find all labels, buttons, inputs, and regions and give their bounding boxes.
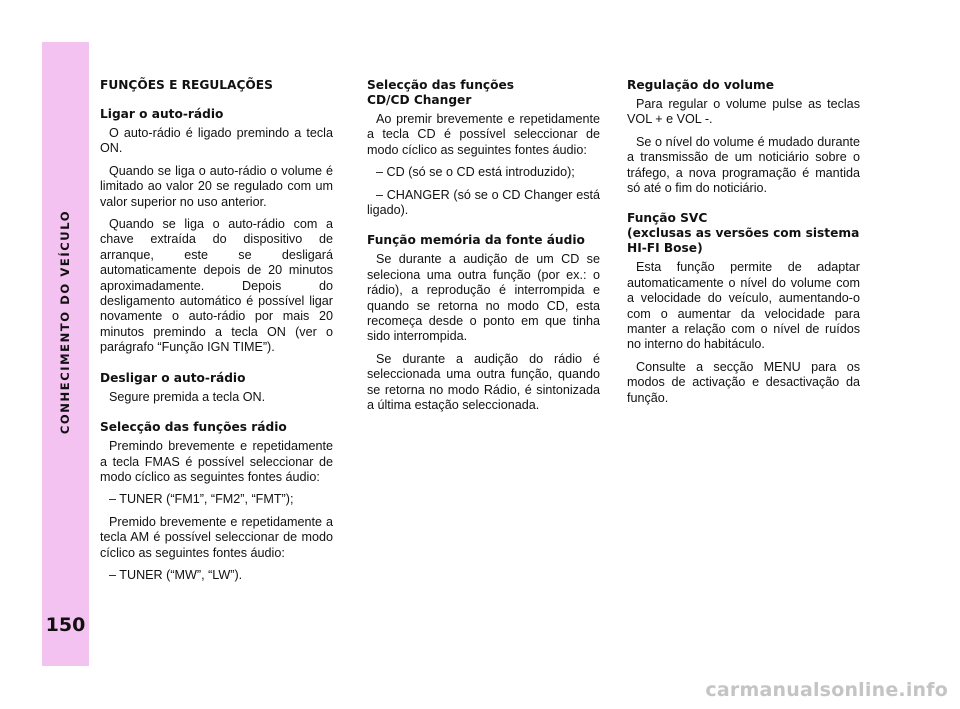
paragraph: Para regular o volume pulse as teclas VOL + e VOL -. bbox=[627, 97, 860, 127]
heading-line: Selecção das funções bbox=[367, 78, 514, 92]
text-column-2 bbox=[367, 78, 600, 421]
paragraph: Segure premida a tecla ON. bbox=[109, 389, 266, 404]
heading-line: (exclusas as versões com sistema bbox=[627, 226, 860, 241]
paragraph: Premindo brevemente e repetidamente a tecla FMAS é possível seleccionar de modo cíclico as seguintes fontes áudio: bbox=[100, 439, 333, 484]
main-heading: FUNÇÕES E REGULAÇÕES bbox=[100, 78, 273, 92]
section-heading: Desligar o auto-rádio bbox=[100, 370, 246, 385]
heading-line: Função SVC bbox=[627, 211, 708, 226]
section-heading: Selecção das funções rádio bbox=[100, 420, 287, 435]
section-radio-functions bbox=[100, 420, 333, 583]
section-svc bbox=[627, 211, 860, 406]
paragraph: Se durante a audição do rádio é seleccionada uma outra função, quando se retorna no modo Rádio, é sintonizada a última estação seleccionada. bbox=[367, 351, 600, 413]
list-item: – CD (só se o CD está introduzido); bbox=[376, 165, 575, 180]
chapter-title-text: CONHECIMENTO DO VEÍCULO bbox=[58, 209, 73, 435]
section-heading: Função memória da fonte áudio bbox=[367, 233, 585, 248]
section-heading: Regulação do volume bbox=[627, 78, 774, 92]
paragraph: Consulte a secção MENU para os modos de activação e desactivação da função. bbox=[627, 359, 860, 405]
paragraph: Se durante a audição de um CD se seleciona uma outra função (por ex.: o rádio), a reprodução é interrompida e quando se retorna no modo CD, esta recomeça desde o ponto em que tinha sido interrompida. bbox=[367, 252, 600, 344]
section-heading bbox=[627, 211, 860, 256]
list-item: – TUNER (“MW”, “LW”). bbox=[109, 567, 243, 582]
section-heading bbox=[367, 78, 600, 108]
section-cd-functions bbox=[367, 78, 600, 218]
heading-line: CD/CD Changer bbox=[367, 93, 472, 107]
section-desligar bbox=[100, 371, 333, 405]
list-item: – TUNER (“FM1”, “FM2”, “FMT”); bbox=[109, 492, 294, 507]
paragraph: Quando se liga o auto-rádio o volume é limitado ao valor 20 se regulado com um valor superior no uso anterior. bbox=[100, 163, 333, 209]
section-volume bbox=[627, 78, 860, 196]
paragraph: Ao premir brevemente e repetidamente a tecla CD é possível seleccionar de modo cíclico as seguintes fontes áudio: bbox=[367, 112, 600, 157]
heading-line: HI-FI Bose) bbox=[627, 241, 703, 256]
chapter-title bbox=[42, 42, 89, 602]
text-column-1 bbox=[100, 78, 333, 590]
page-number: 150 bbox=[45, 614, 86, 636]
paragraph: Premido brevemente e repetidamente a tecla AM é possível seleccionar de modo cíclico as seguintes fontes áudio: bbox=[100, 514, 333, 560]
list-item: – CHANGER (só se o CD Changer está ligado). bbox=[367, 187, 600, 218]
watermark: carmanualsonline.info bbox=[705, 679, 948, 701]
paragraph: Esta função permite de adaptar automaticamente o nível do volume com a velocidade do veículo, aumentando-o com o aumentar da velocidade para manter a relação com o nível de ruídos no interno do habitáculo. bbox=[627, 260, 860, 352]
section-heading: Ligar o auto-rádio bbox=[100, 107, 224, 121]
section-source-memory bbox=[367, 233, 600, 413]
text-column-3 bbox=[627, 78, 860, 413]
paragraph: Se o nível do volume é mudado durante a transmissão de um noticiário sobre o tráfego, a nova programação é mantida só até o fim do noticiário. bbox=[627, 134, 860, 196]
section-ligar bbox=[100, 107, 333, 356]
paragraph: Quando se liga o auto-rádio com a chave extraída do dispositivo de arranque, este se desligará automaticamente depois de 20 minutos aproximadamente. Depois do desligamento automático é possível ligar novamente o auto-rádio por mais 20 minutos premindo a tecla ON (ver o parágrafo “Função IGN TIME”). bbox=[100, 217, 333, 355]
paragraph: O auto-rádio é ligado premindo a tecla ON. bbox=[100, 126, 333, 156]
